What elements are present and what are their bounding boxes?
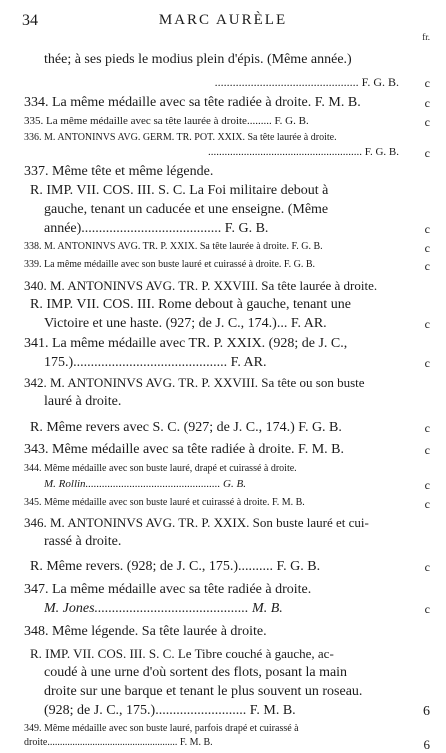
text-line: [0, 221, 446, 237]
text-line: [0, 559, 446, 575]
line-text: 341. La même médaille avec TR. P. XXIX. (928; de J. C.,: [24, 336, 348, 351]
text-line: [0, 478, 446, 494]
text-line: [0, 375, 446, 391]
line-text: Victoire et une haste. (927; de J. C., 174.)... F. AR.: [44, 316, 327, 331]
text-line: [0, 164, 446, 180]
text-line: [0, 75, 446, 91]
text-line: [0, 665, 446, 681]
text-line: [0, 259, 446, 275]
rarity-mark: c: [424, 478, 430, 492]
rarity-mark: c: [424, 146, 430, 160]
text-line: [0, 703, 446, 719]
rarity-mark: c: [424, 96, 430, 110]
text-line: [0, 316, 446, 332]
line-text: 344. Même médaille avec son buste lauré, drapé et cuirassé à droite.: [24, 463, 297, 474]
text-line: [0, 183, 446, 199]
line-text: 349. Même médaille avec son buste lauré, parfois drapé et cuirassé à: [24, 723, 299, 734]
line-text: droite.................................................... F. M. B.: [24, 737, 213, 748]
text-line: [0, 202, 446, 218]
line-text: thée; à ses pieds le modius plein d'épis. (Même année.): [44, 52, 352, 67]
text-line: [0, 394, 446, 410]
rarity-mark: 6: [423, 704, 430, 719]
text-line: [0, 534, 446, 550]
line-text: M. Jones............................................ M. B.: [44, 601, 283, 616]
line-text: ........................................................ F. G. B.: [207, 146, 399, 158]
rarity-mark: c: [424, 421, 430, 435]
rarity-column-label: fr.: [422, 32, 430, 42]
line-text: R. IMP. VII. COS. III. S. C. La Foi militaire debout à: [30, 183, 329, 198]
line-text: 175.)............................................ F. AR.: [44, 355, 267, 370]
text-line: [0, 95, 446, 111]
page-number: 34: [22, 12, 38, 29]
text-line: [0, 684, 446, 700]
line-text: 338. M. ANTONINVS AVG. TR. P. XXIX. Sa tête laurée à droite. F. G. B.: [24, 241, 323, 252]
running-header: [0, 10, 446, 30]
line-text: 342. M. ANTONINVS AVG. TR. P. XXVIII. Sa tête ou son buste: [24, 375, 365, 390]
line-text: R. Même revers. (928; de J. C., 175.).......... F. G. B.: [30, 559, 321, 574]
line-text: 334. La même médaille avec sa tête radiée à droite. F. M. B.: [24, 95, 361, 110]
line-text: (928; de J. C., 175.).......................... F. M. B.: [44, 703, 296, 718]
line-text: année)........................................ F. G. B.: [44, 221, 269, 236]
text-line: [0, 624, 446, 640]
text-line: [0, 336, 446, 352]
line-text: M. Rollin................................................. G. B.: [44, 478, 246, 490]
line-text: 339. La même médaille avec son buste lauré et cuirassé à droite. F. G. B.: [24, 259, 316, 270]
line-text: coudé à une urne d'où sortent des flots, posant la main: [44, 665, 348, 680]
text-line: [0, 463, 446, 479]
rarity-mark: c: [424, 497, 430, 511]
rarity-mark: c: [424, 443, 430, 457]
text-line: [0, 515, 446, 531]
line-text: 337. Même tête et même légende.: [24, 164, 214, 179]
text-line: [0, 278, 446, 294]
text-line: [0, 601, 446, 617]
line-text: 343. Même médaille avec sa tête radiée à droite. F. M. B.: [24, 442, 344, 457]
rarity-mark: c: [424, 76, 430, 90]
text-line: [0, 146, 446, 162]
line-text: 348. Même légende. Sa tête laurée à droite.: [24, 624, 267, 639]
text-line: [0, 442, 446, 458]
line-text: 345. Même médaille avec son buste lauré et cuirassé à droite. F. M. B.: [24, 497, 305, 508]
text-line: [0, 497, 446, 513]
line-text: 347. La même médaille avec sa tête radiée à droite.: [24, 582, 312, 597]
text-line: [0, 646, 446, 662]
rarity-mark: c: [424, 259, 430, 273]
line-text: R. IMP. VII. COS. III. Rome debout à gauche, tenant une: [30, 297, 351, 312]
line-text: lauré à droite.: [44, 394, 122, 409]
line-text: ................................................ F. G. B.: [214, 75, 399, 89]
text-line: [0, 737, 446, 753]
line-text: rassé à droite.: [44, 534, 122, 549]
text-line: [0, 115, 446, 131]
rarity-mark: c: [424, 241, 430, 255]
line-text: 335. La même médaille avec sa tête laurée à droite......... F. G. B.: [24, 115, 309, 127]
rarity-mark: c: [424, 222, 430, 236]
text-line: [0, 420, 446, 436]
text-line: [0, 355, 446, 371]
text-line: [0, 582, 446, 598]
line-text: 346. M. ANTONINVS AVG. TR. P. XXIX. Son buste lauré et cui-: [24, 515, 369, 530]
rarity-mark: c: [424, 317, 430, 331]
rarity-mark: 6: [423, 737, 430, 752]
line-text: R. IMP. VII. COS. III. S. C. Le Tibre couché à gauche, ac-: [30, 646, 334, 661]
rarity-mark: c: [424, 115, 430, 129]
line-text: 336. M. ANTONINVS AVG. GERM. TR. POT. XXIX. Sa tête laurée à droite.: [24, 132, 337, 143]
text-line: [0, 52, 446, 68]
rarity-mark: c: [424, 560, 430, 574]
line-text: gauche, tenant un caducée et une enseigne. (Même: [44, 202, 329, 217]
text-line: [0, 297, 446, 313]
line-text: 340. M. ANTONINVS AVG. TR. P. XXVIII. Sa tête laurée à droite.: [24, 278, 378, 293]
line-text: R. Même revers avec S. C. (927; de J. C., 174.) F. G. B.: [30, 420, 342, 435]
text-line: [0, 241, 446, 257]
rarity-mark: c: [424, 356, 430, 370]
line-text: droite sur une barque et tenant le plus souvent un roseau.: [44, 684, 363, 699]
running-title: MARC AURÈLE: [158, 12, 288, 28]
rarity-mark: c: [424, 602, 430, 616]
